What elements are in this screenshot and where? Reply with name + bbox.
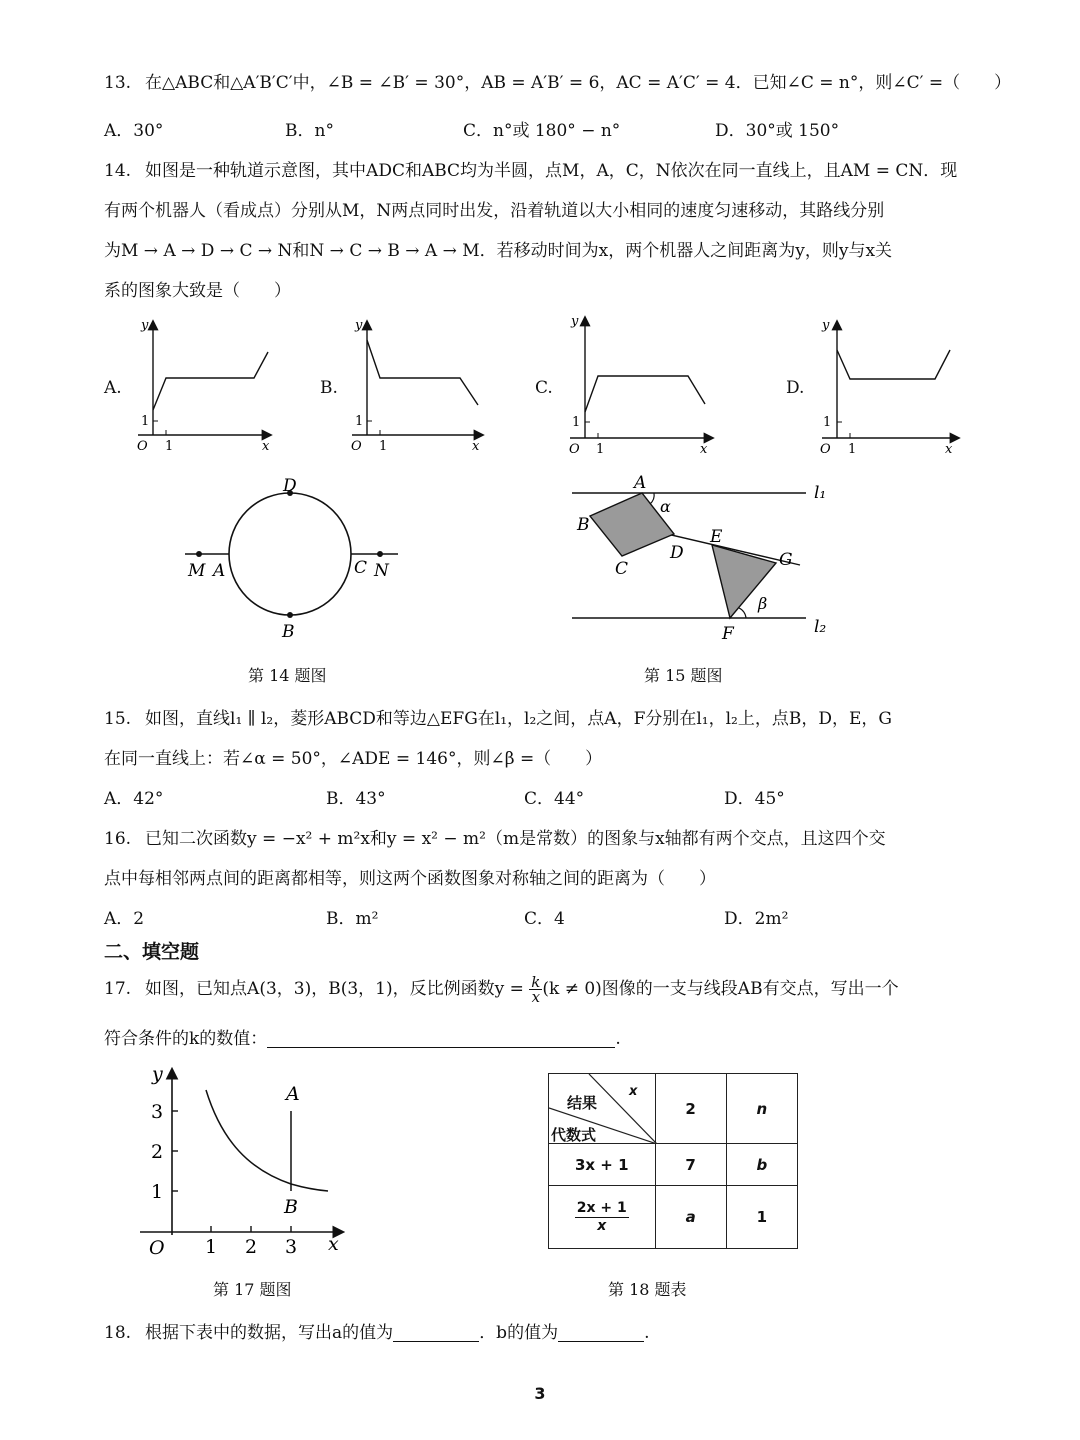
axis-x-label: x (472, 439, 480, 454)
point-c-label: C (354, 558, 368, 578)
row-2-col-1: a (655, 1186, 726, 1249)
q18-stem (104, 1318, 649, 1343)
header-col-2: n (726, 1074, 797, 1144)
y-tick-2: 2 (151, 1141, 164, 1163)
q17-text-b: (k ≠ 0)图像的一支与线段AB有交点，写出一个 (542, 979, 899, 999)
q14-graph-label-a: A. (104, 378, 122, 398)
q18-answer-b-blank[interactable] (558, 1323, 644, 1342)
fraction-numerator: k (531, 973, 541, 991)
axis-x-label: x (262, 439, 270, 454)
origin-label: O (149, 1237, 165, 1259)
q18-number: 18. (104, 1323, 132, 1343)
point-b-label: B (577, 515, 590, 535)
x-tick-2: 2 (245, 1236, 258, 1258)
point-n-label: N (374, 561, 389, 581)
y-tick-1: 1 (141, 414, 150, 429)
q15-option-c: C．44° (524, 789, 585, 809)
fraction-denominator: x (531, 988, 541, 1006)
axis-x-label: x (328, 1233, 339, 1255)
graph-c-curve (585, 376, 705, 412)
q14-option-graphs (0, 300, 1080, 470)
axis-y-label: y (152, 1063, 163, 1085)
point-a-label: A (286, 1083, 300, 1105)
q17-fraction (529, 975, 542, 1004)
q15-option-b: B．43° (326, 789, 386, 809)
y-tick-1: 1 (355, 414, 364, 429)
q16-option-a: A．2 (104, 909, 145, 929)
q15-stem-line-2: 在同一直线上：若∠α = 50°，∠ADE = 146°，则∠β =（ ） (104, 749, 603, 769)
axis-x-label: x (700, 442, 708, 457)
point-c-label: C (615, 559, 629, 579)
point-f-label: F (722, 624, 734, 644)
point-d-label: D (670, 543, 684, 563)
q17-text-a: 如图，已知点A(3，3)，B(3，1)，反比例函数y = (145, 979, 524, 999)
point-b-label: B (284, 1196, 298, 1218)
q17-number: 17. (104, 979, 132, 999)
q18-text-b: ．b的值为 (479, 1323, 559, 1343)
q17-answer-blank[interactable] (267, 1029, 615, 1048)
x-tick-1: 1 (596, 442, 605, 457)
point-m-label: M (188, 561, 206, 581)
q15-option-d: D．45° (724, 789, 785, 809)
point-d-label: D (283, 476, 297, 496)
point-g-label: G (779, 550, 793, 570)
q13-option-c: C．n°或 180° − n° (463, 121, 621, 141)
page-number: 3 (534, 1384, 546, 1403)
table-corner-cell (549, 1074, 656, 1144)
origin-label: O (351, 439, 362, 454)
x-tick-1: 1 (205, 1236, 218, 1258)
x-tick-3: 3 (285, 1236, 298, 1258)
graph-a-curve (153, 352, 268, 410)
origin-label: O (137, 439, 148, 454)
q14-caption: 第 14 题图 (248, 666, 327, 685)
q14-number: 14. (104, 161, 132, 181)
row-2-col-2: 1 (726, 1186, 797, 1249)
q14-graph-label-c: C. (535, 378, 553, 398)
beta-label: β (758, 594, 768, 613)
q15-number: 15. (104, 709, 132, 729)
q14-graph-label-b: B. (320, 378, 338, 398)
q14-stem-line-1 (104, 156, 957, 181)
origin-label: O (569, 442, 580, 457)
point-a-label: A (213, 561, 226, 581)
q17-end: . (615, 1029, 621, 1049)
q14-stem-line-2: 有两个机器人（看成点）分别从M，N两点同时出发，沿着轨道以大小相同的速度匀速移动，其路线分别 (104, 201, 885, 221)
q16-text-1: 已知二次函数y = −x² + m²x和y = x² − m²（m是常数）的图象与x轴都有两个交点，且这四个交 (145, 829, 886, 849)
q13-text: 在△ABC和△A′B′C′中，∠B = ∠B′ = 30°，AB = A′B′ = 6，AC = A′C′ = 4．已知∠C = n°，则∠C′ =（ ） (145, 73, 1012, 93)
q17-caption: 第 17 题图 (213, 1280, 292, 1299)
q16-number: 16. (104, 829, 132, 849)
q14-graph-label-d: D. (786, 378, 805, 398)
point-e-label: E (710, 527, 723, 547)
hyperbola-curve (206, 1090, 328, 1191)
corner-expression-label: 代数式 (551, 1126, 597, 1144)
q15-option-a: A．42° (104, 789, 164, 809)
q18-caption: 第 18 题表 (608, 1280, 687, 1299)
axis-y-label: y (822, 318, 830, 333)
row-1-col-1: 7 (655, 1144, 726, 1186)
q17-stem-line-1 (104, 974, 899, 1004)
row-2-label (549, 1186, 656, 1249)
q15-stem-line-1 (104, 704, 892, 729)
q15-text-1: 如图，直线l₁ ∥ l₂，菱形ABCD和等边△EFG在l₁，l₂之间，点A，F分别在l₁，l₂上，点B，D，E，G (145, 709, 892, 729)
alpha-label: α (660, 497, 671, 516)
axis-y-label: y (571, 314, 579, 329)
q17-stem-line-2 (104, 1024, 621, 1049)
row-1-col-2: b (726, 1144, 797, 1186)
row-2-numerator: 2x + 1 (576, 1199, 627, 1216)
q14-text-1: 如图是一种轨道示意图，其中ADC和ABC均为半圆，点M，A，C，N依次在同一直线上，且AM = CN．现 (145, 161, 958, 181)
q13-option-b: B．n° (285, 121, 334, 141)
q14-stem-line-3: 为M → A → D → C → N和N → C → B → A → M．若移动时间为x，两个机器人之间距离为y，则y与x关 (104, 241, 893, 261)
section-title: 二、填空题 (104, 941, 200, 963)
point-a-label: A (634, 473, 647, 493)
axis-y-label: y (355, 318, 363, 333)
q13-stem (104, 68, 1011, 93)
origin-label: O (820, 442, 831, 457)
q16-stem-line-2: 点中每相邻两点间的距离都相等，则这两个函数图象对称轴之间的距离为（ ） (104, 869, 716, 889)
y-tick-3: 3 (151, 1101, 164, 1123)
axis-x-label: x (945, 442, 953, 457)
graph-d-curve (837, 350, 950, 379)
l2-label: l₂ (814, 617, 827, 637)
axis-y-label: y (141, 318, 149, 333)
q18-end: . (644, 1323, 650, 1343)
q18-text-a: 根据下表中的数据，写出a的值为 (145, 1323, 394, 1343)
q15-figure (560, 468, 840, 648)
corner-x-label: x (629, 1084, 638, 1099)
q18-table (548, 1073, 798, 1249)
q15-caption: 第 15 题图 (644, 666, 723, 685)
y-tick-1: 1 (572, 415, 581, 430)
q16-stem-line-1 (104, 824, 886, 849)
corner-result-label: 结果 (567, 1094, 598, 1112)
q17-figure (130, 1060, 360, 1260)
q18-answer-a-blank[interactable] (393, 1323, 479, 1342)
point-b-label: B (282, 622, 295, 642)
q14-figure (170, 470, 420, 650)
q14-graph-a (137, 318, 270, 454)
y-tick-1: 1 (823, 415, 832, 430)
q16-option-d: D．2m² (724, 909, 789, 929)
q14-stem-line-4: 系的图象大致是（ ） (104, 281, 291, 301)
q16-option-c: C．4 (524, 909, 565, 929)
l1-label: l₁ (814, 483, 827, 503)
q13-number: 13. (104, 73, 132, 93)
x-tick-1: 1 (165, 439, 174, 454)
row-1-label: 3x + 1 (549, 1144, 656, 1186)
q14-graph-d (820, 318, 958, 457)
x-tick-1: 1 (848, 442, 857, 457)
q14-graph-b (351, 318, 482, 454)
x-tick-1: 1 (379, 439, 388, 454)
q17-text-2: 符合条件的k的数值： (104, 1029, 268, 1049)
q16-option-b: B．m² (326, 909, 379, 929)
q13-option-d: D．30°或 150° (715, 121, 840, 141)
q13-option-a: A．30° (104, 121, 164, 141)
y-tick-1: 1 (151, 1181, 164, 1203)
row-2-fraction (575, 1200, 629, 1235)
q14-graph-c (569, 314, 712, 457)
header-col-1: 2 (655, 1074, 726, 1144)
row-2-denominator: x (597, 1217, 607, 1234)
graph-b-curve (367, 340, 478, 405)
